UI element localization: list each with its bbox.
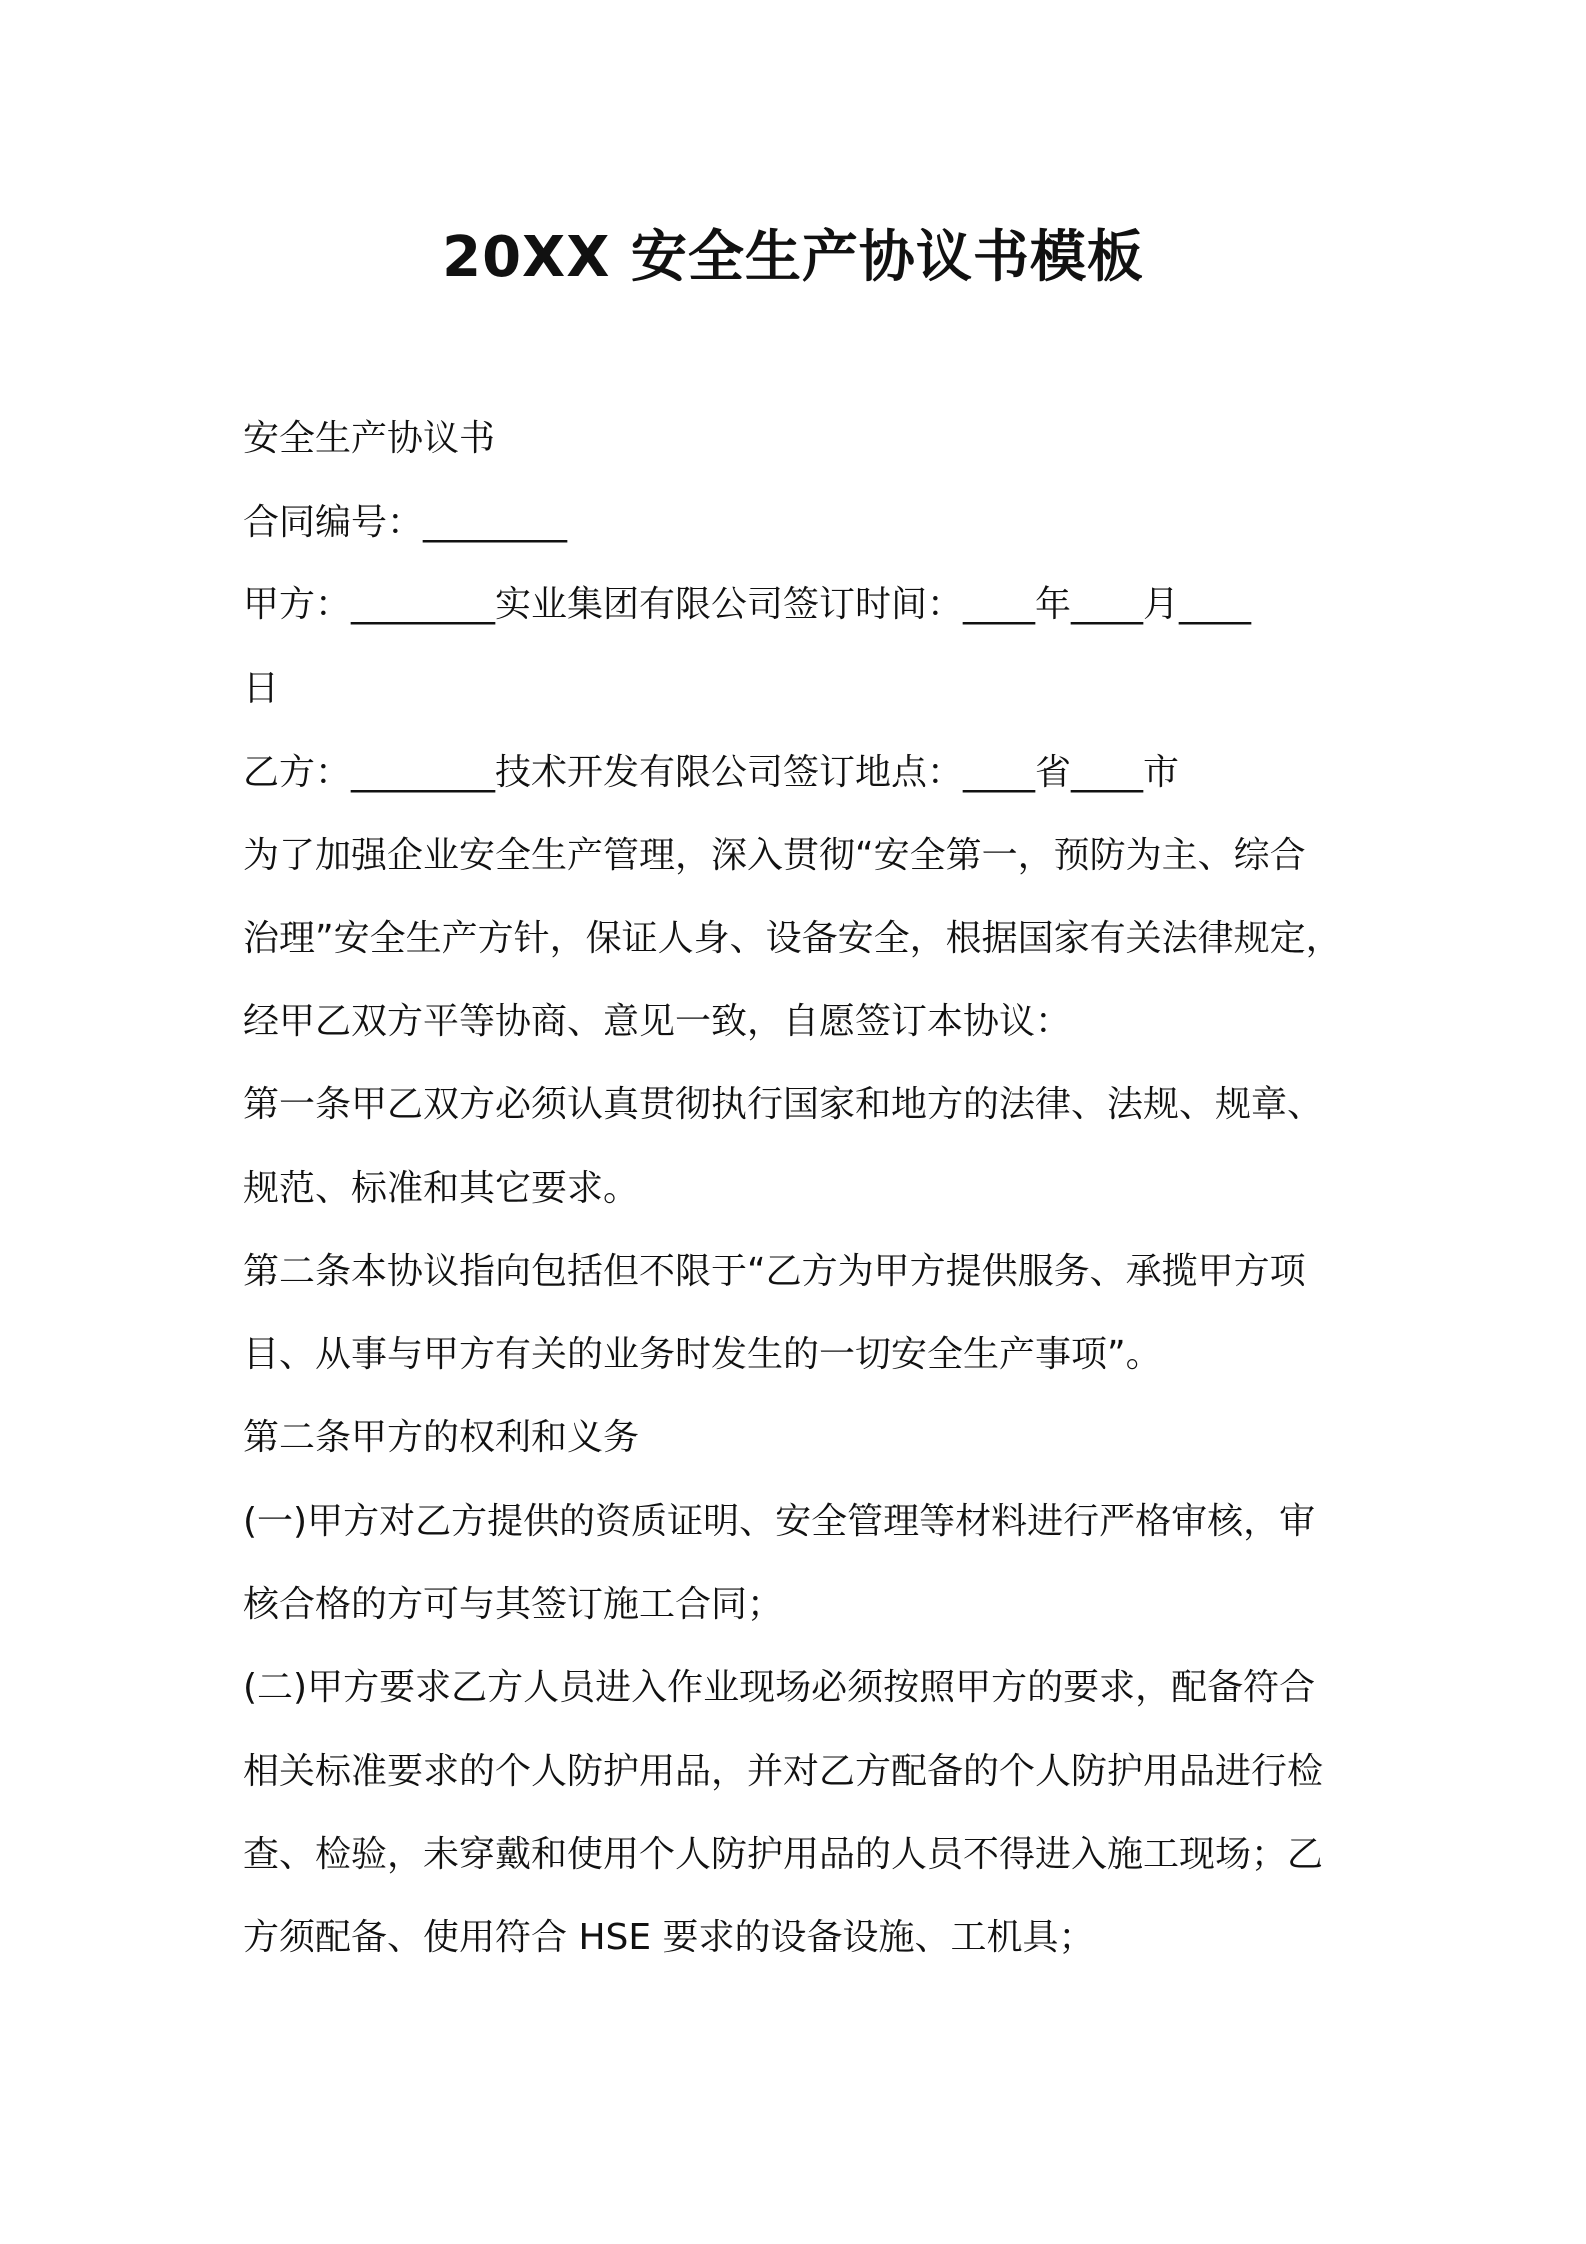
clause-line: 查、检验，未穿戴和使用个人防护用品的人员不得进入施工现场；乙 bbox=[243, 1834, 1324, 1875]
article-line: 目、从事与甲方有关的业务时发生的一切安全生产事项”。 bbox=[243, 1334, 1162, 1375]
contract-number-line: 合同编号：________ bbox=[243, 502, 568, 543]
party-a-line: 甲方：________实业集团有限公司签订时间：____年____月____ bbox=[243, 584, 1252, 625]
preamble-line: 经甲乙双方平等协商、意见一致，自愿签订本协议： bbox=[243, 1001, 1072, 1042]
document-title: 20XX 安全生产协议书模板 bbox=[442, 225, 1144, 290]
clause-line: 相关标准要求的个人防护用品，并对乙方配备的个人防护用品进行检 bbox=[243, 1751, 1324, 1792]
preamble-line: 治理”安全生产方针，保证人身、设备安全，根据国家有关法律规定， bbox=[243, 918, 1342, 959]
article-line: 第一条甲乙双方必须认真贯彻执行国家和地方的法律、法规、规章、 bbox=[243, 1084, 1324, 1125]
article-heading: 第二条甲方的权利和义务 bbox=[243, 1417, 640, 1458]
clause-line: (一)甲方对乙方提供的资质证明、安全管理等材料进行严格审核，审 bbox=[243, 1501, 1316, 1542]
agreement-heading: 安全生产协议书 bbox=[243, 418, 496, 459]
preamble-line: 为了加强企业安全生产管理，深入贯彻“安全第一，预防为主、综合 bbox=[243, 835, 1306, 876]
clause-line: 核合格的方可与其签订施工合同； bbox=[243, 1584, 784, 1625]
article-line: 规范、标准和其它要求。 bbox=[243, 1168, 640, 1209]
clause-line: (二)甲方要求乙方人员进入作业现场必须按照甲方的要求，配备符合 bbox=[243, 1667, 1316, 1708]
party-b-line: 乙方：________技术开发有限公司签订地点：____省____市 bbox=[243, 752, 1180, 793]
party-a-line-continued: 日 bbox=[243, 668, 280, 709]
clause-line: 方须配备、使用符合 HSE 要求的设备设施、工机具； bbox=[243, 1917, 1095, 1958]
article-line: 第二条本协议指向包括但不限于“乙方为甲方提供服务、承揽甲方项 bbox=[243, 1251, 1306, 1292]
